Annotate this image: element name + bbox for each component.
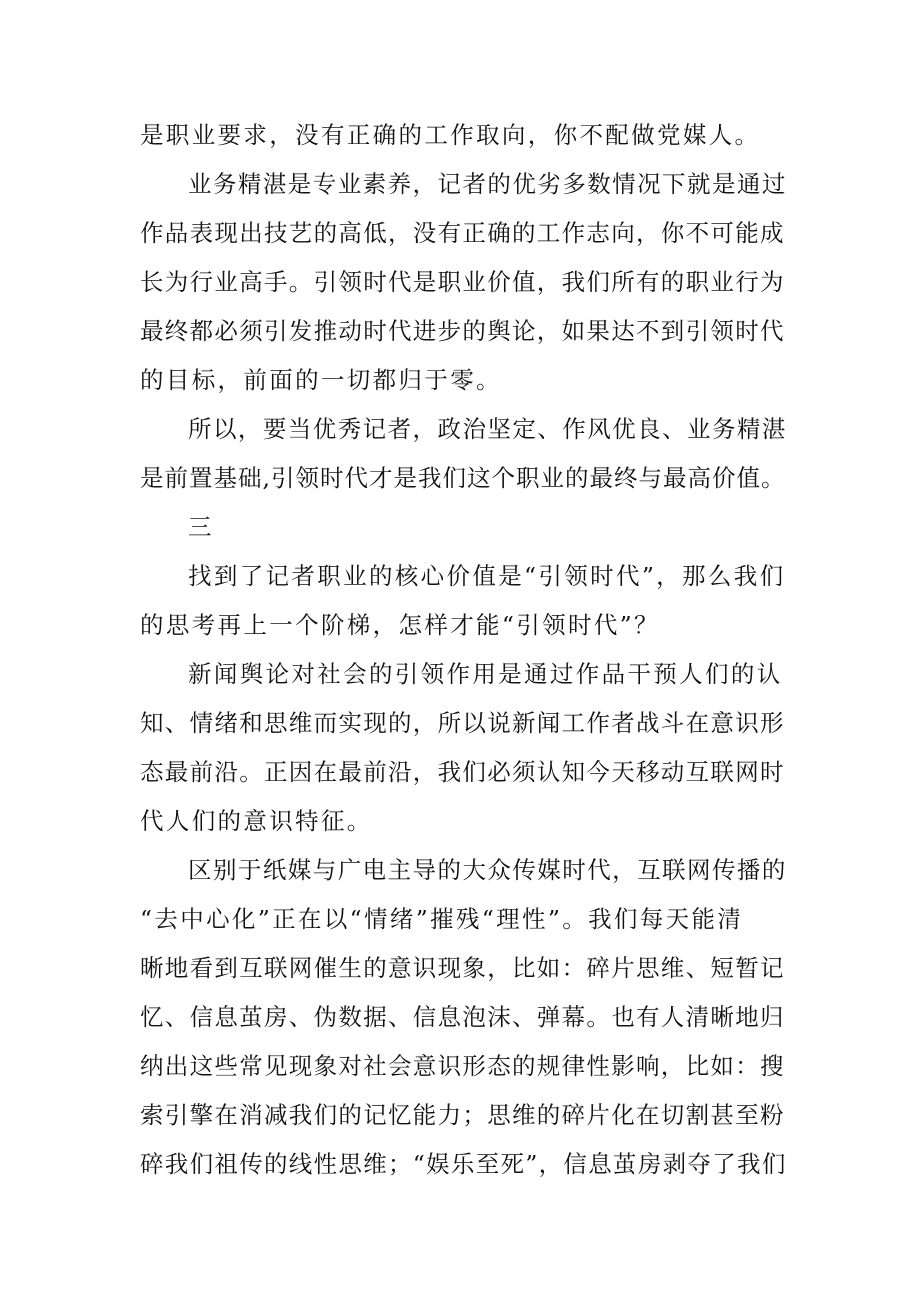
text-line: 态最前沿。正因在最前沿，我们必须认知今天移动互联网时 — [140, 758, 785, 786]
text-line: 的思考再上一个阶梯，怎样才能“引领时代”？ — [140, 611, 660, 639]
text-line: 纳出这些常见现象对社会意识形态的规律性影响，比如：搜 — [140, 1052, 785, 1080]
text-line: 忆、信息茧房、伪数据、信息泡沫、弹幕。也有人清晰地归 — [140, 1003, 785, 1031]
text-line: 代人们的意识特征。 — [140, 807, 373, 835]
text-line: 是职业要求，没有正确的工作取向，你不配做党媒人。 — [140, 121, 761, 149]
text-line: 索引擎在消减我们的记忆能力；思维的碎片化在切割甚至粉 — [140, 1101, 785, 1129]
paragraph-start-line: 找到了记者职业的核心价值是“引领时代”，那么我们 — [188, 562, 786, 590]
paragraph-start-line: 所以，要当优秀记者，政治坚定、作风优良、业务精湛 — [188, 415, 787, 443]
text-line: 碎我们祖传的线性思维；“娱乐至死”，信息茧房剥夺了我们 — [140, 1150, 787, 1178]
text-line: 最终都必须引发推动时代进步的舆论，如果达不到引领时代 — [140, 317, 785, 345]
text-line: “去中心化”正在以“情绪”摧残“理性”。我们每天能清 — [140, 905, 744, 933]
paragraph-start-line: 区别于纸媒与广电主导的大众传媒时代，互联网传播的 — [188, 856, 787, 884]
text-line: 作品表现出技艺的高低，没有正确的工作志向，你不可能成 — [140, 219, 785, 247]
section-heading: 三 — [188, 513, 214, 541]
paragraph-start-line: 业务精湛是专业素养，记者的优劣多数情况下就是通过 — [188, 170, 787, 198]
text-line: 晰地看到互联网催生的意识现象，比如：碎片思维、短暂记 — [140, 954, 785, 982]
document-body — [140, 111, 788, 1189]
text-line: 长为行业高手。引领时代是职业价值，我们所有的职业行为 — [140, 268, 785, 296]
paragraph-start-line: 新闻舆论对社会的引领作用是通过作品干预人们的认 — [188, 660, 783, 688]
text-line: 的目标，前面的一切都归于零。 — [140, 366, 502, 394]
text-line: 知、情绪和思维而实现的，所以说新闻工作者战斗在意识形 — [140, 709, 785, 737]
text-line: 是前置基础,引领时代才是我们这个职业的最终与最高价值。 — [140, 464, 786, 492]
